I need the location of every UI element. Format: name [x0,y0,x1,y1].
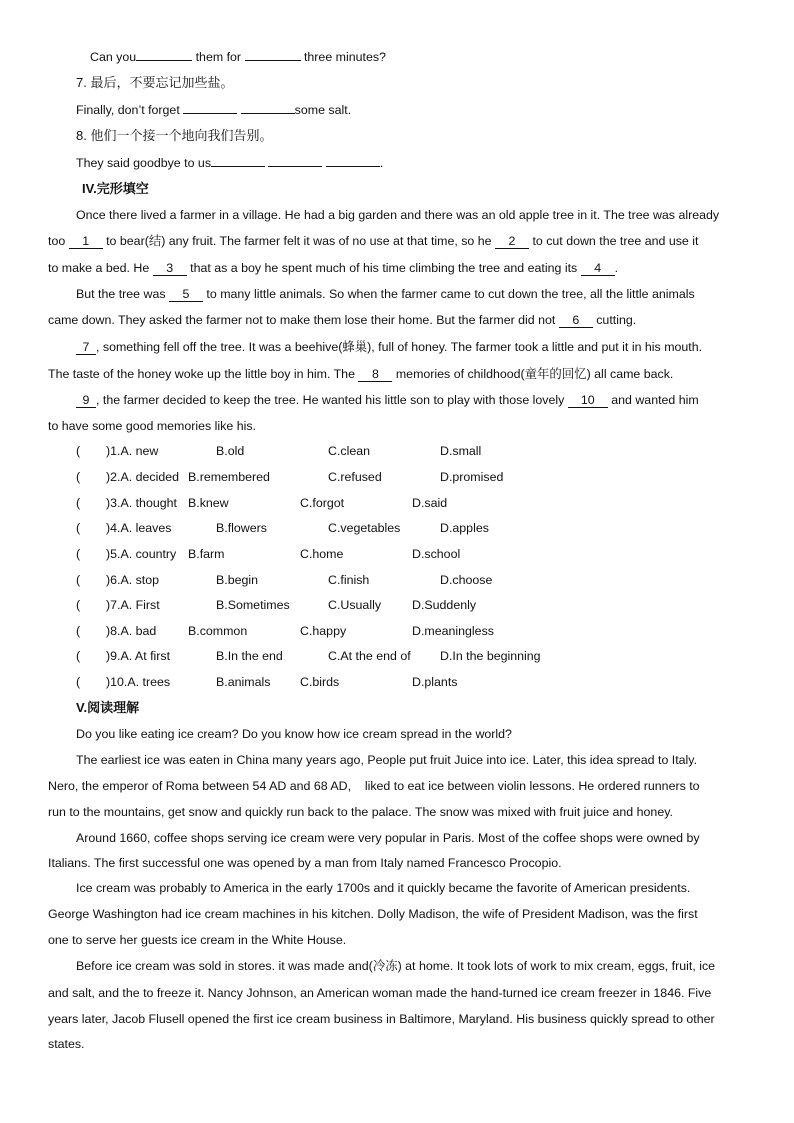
cloze-blank-2[interactable]: 2 [495,234,529,249]
question-6-c[interactable]: C.finish [328,573,370,587]
answer-paren[interactable]: ( [76,624,81,638]
reading-line: one to serve her guests ice cream in the White House. [48,933,347,947]
question-8-c[interactable]: C.happy [300,624,347,638]
answer-paren[interactable]: ( [76,573,81,587]
cloze-p2-line1: But the tree was 5 to many little animals. So when the farmer came to cut down the tree, all the little animals [76,287,695,301]
question-2-d[interactable]: D.promised [440,470,504,484]
question-4-b[interactable]: B.flowers [216,521,267,535]
reading-line: The earliest ice was eaten in China many years ago, People put fruit Juice into ice. Later, this idea spread to Italy. [76,753,698,767]
cloze-p1-line2: too 1 to bear(结) any fruit. The farmer felt it was of no use at that time, so he 2 to cut down the tree and use it [48,234,699,248]
question-4-c[interactable]: C.vegetables [328,521,401,535]
cloze-blank-10[interactable]: 10 [568,393,608,408]
question-5-d[interactable]: D.school [412,547,461,561]
question-10-d[interactable]: D.plants [412,675,458,689]
question-10-b[interactable]: B.animals [216,675,271,689]
reading-line: run to the mountains, get snow and quickly run back to the palace. The snow was mixed with fruit juice and honey. [48,805,673,819]
cloze-blank-7[interactable]: 7 [76,340,96,355]
question-1-a[interactable]: )1.A. new [106,444,159,458]
q8-chinese: 8. 他们一个接一个地向我们告别。 [76,128,273,143]
question-4-d[interactable]: D.apples [440,521,489,535]
question-7-b[interactable]: B.Sometimes [216,598,290,612]
cloze-p4-line1: 9 , the farmer decided to keep the tree. He wanted his little son to play with those lovely 10 and wanted him [76,392,699,408]
reading-line: and salt, and the to freeze it. Nancy Johnson, an American woman made the hand-turned ice cream freezer in 1846. Five [48,986,712,1000]
answer-paren[interactable]: ( [76,649,81,663]
reading-line: Italians. The first successful one was opened by a man from Italy named Francesco Procopio. [48,856,562,870]
cloze-p2-line2: came down. They asked the farmer not to make them lose their home. But the farmer did not 6 cutting. [48,313,637,327]
reading-heading: V.阅读理解 [76,700,140,715]
cloze-p1-line1: Once there lived a farmer in a village. He had a big garden and there was an old apple tree in it. The tree was already [76,208,720,222]
answer-paren[interactable]: ( [76,598,81,612]
answer-blank[interactable] [136,60,192,61]
question-5-a[interactable]: )5.A. country [106,547,177,561]
q7-english-line: Finally, don’t forget some salt. [76,103,352,117]
question-9-a[interactable]: )9.A. At first [106,649,171,663]
reading-line: years later, Jacob Flusell opened the first ice cream business in Baltimore, Maryland. His business quickly spread to other [48,1012,715,1026]
cloze-heading: IV.完形填空 [82,181,149,196]
answer-paren[interactable]: ( [76,547,81,561]
question-5-c[interactable]: C.home [300,547,344,561]
question-3-c[interactable]: C.forgot [300,496,345,510]
question-2-a[interactable]: )2.A. decided [106,470,180,484]
reading-line: states. [48,1037,85,1051]
cloze-blank-3[interactable]: 3 [153,261,187,276]
question-6-b[interactable]: B.begin [216,573,259,587]
cloze-blank-5[interactable]: 5 [169,287,203,302]
question-1-d[interactable]: D.small [440,444,482,458]
question-4-a[interactable]: )4.A. leaves [106,521,172,535]
cloze-p1-line3: to make a bed. He 3 that as a boy he spent much of his time climbing the tree and eating its 4 . [48,261,619,275]
question-9-d[interactable]: D.In the beginning [440,649,541,663]
q6-english-line: Can you them for three minutes? [90,50,386,64]
question-7-c[interactable]: C.Usually [328,598,382,612]
answer-paren[interactable]: ( [76,496,81,510]
reading-line: Around 1660, coffee shops serving ice cream were very popular in Paris. Most of the coffee shops were owned by [76,831,700,845]
answer-paren[interactable]: ( [76,444,81,458]
question-6-a[interactable]: )6.A. stop [106,573,160,587]
question-10-c[interactable]: C.birds [300,675,340,689]
cloze-p4-line2: to have some good memories like his. [48,419,256,433]
answer-blank[interactable] [183,113,237,114]
answer-paren[interactable]: ( [76,521,81,535]
question-2-b[interactable]: B.remembered [188,470,270,484]
answer-paren[interactable]: ( [76,675,81,689]
question-5-b[interactable]: B.farm [188,547,225,561]
q8-english-line: They said goodbye to us . [76,156,384,170]
question-3-a[interactable]: )3.A. thought [106,496,177,510]
cloze-blank-1[interactable]: 1 [69,234,103,249]
question-1-b[interactable]: B.old [216,444,245,458]
answer-blank[interactable] [245,60,301,61]
cloze-blank-6[interactable]: 6 [559,313,593,328]
question-7-d[interactable]: D.Suddenly [412,598,477,612]
question-9-c[interactable]: C.At the end of [328,649,411,663]
cloze-blank-9[interactable]: 9 [76,393,96,408]
answer-blank[interactable] [241,113,295,114]
reading-line: Nero, the emperor of Roma between 54 AD and 68 AD, liked to eat ice between violin lessons. He ordered runners to [48,779,700,793]
question-10-a[interactable]: )10.A. trees [106,675,171,689]
question-6-d[interactable]: D.choose [440,573,493,587]
answer-blank[interactable] [211,166,265,167]
q7-chinese: 7. 最后，不要忘记加些盐。 [76,75,234,90]
cloze-blank-8[interactable]: 8 [358,367,392,382]
question-9-b[interactable]: B.In the end [216,649,283,663]
cloze-blank-4[interactable]: 4 [581,261,615,276]
question-3-d[interactable]: D.said [412,496,448,510]
reading-line: Before ice cream was sold in stores. it was made and(冷冻) at home. It took lots of work to mix cream, eggs, fruit, ice [76,959,716,973]
reading-line: Do you like eating ice cream? Do you know how ice cream spread in the world? [76,727,512,741]
question-7-a[interactable]: )7.A. First [106,598,160,612]
question-8-d[interactable]: D.meaningless [412,624,494,638]
reading-line: Ice cream was probably to America in the early 1700s and it quickly became the favorite of American presidents. [76,881,691,895]
cloze-p3-line1: 7 , something fell off the tree. It was a beehive(蜂巢), full of honey. The farmer took a little and put it in his mouth. [76,339,702,355]
reading-line: George Washington had ice cream machines in his kitchen. Dolly Madison, the wife of President Madison, was the first [48,907,698,921]
question-2-c[interactable]: C.refused [328,470,382,484]
question-8-a[interactable]: )8.A. bad [106,624,157,638]
cloze-p3-line2: The taste of the honey woke up the little boy in him. The 8 memories of childhood(童年的回忆) all came back. [48,367,674,381]
question-1-c[interactable]: C.clean [328,444,371,458]
question-8-b[interactable]: B.common [188,624,248,638]
answer-blank[interactable] [326,166,380,167]
answer-blank[interactable] [268,166,322,167]
question-3-b[interactable]: B.knew [188,496,229,510]
answer-paren[interactable]: ( [76,470,81,484]
